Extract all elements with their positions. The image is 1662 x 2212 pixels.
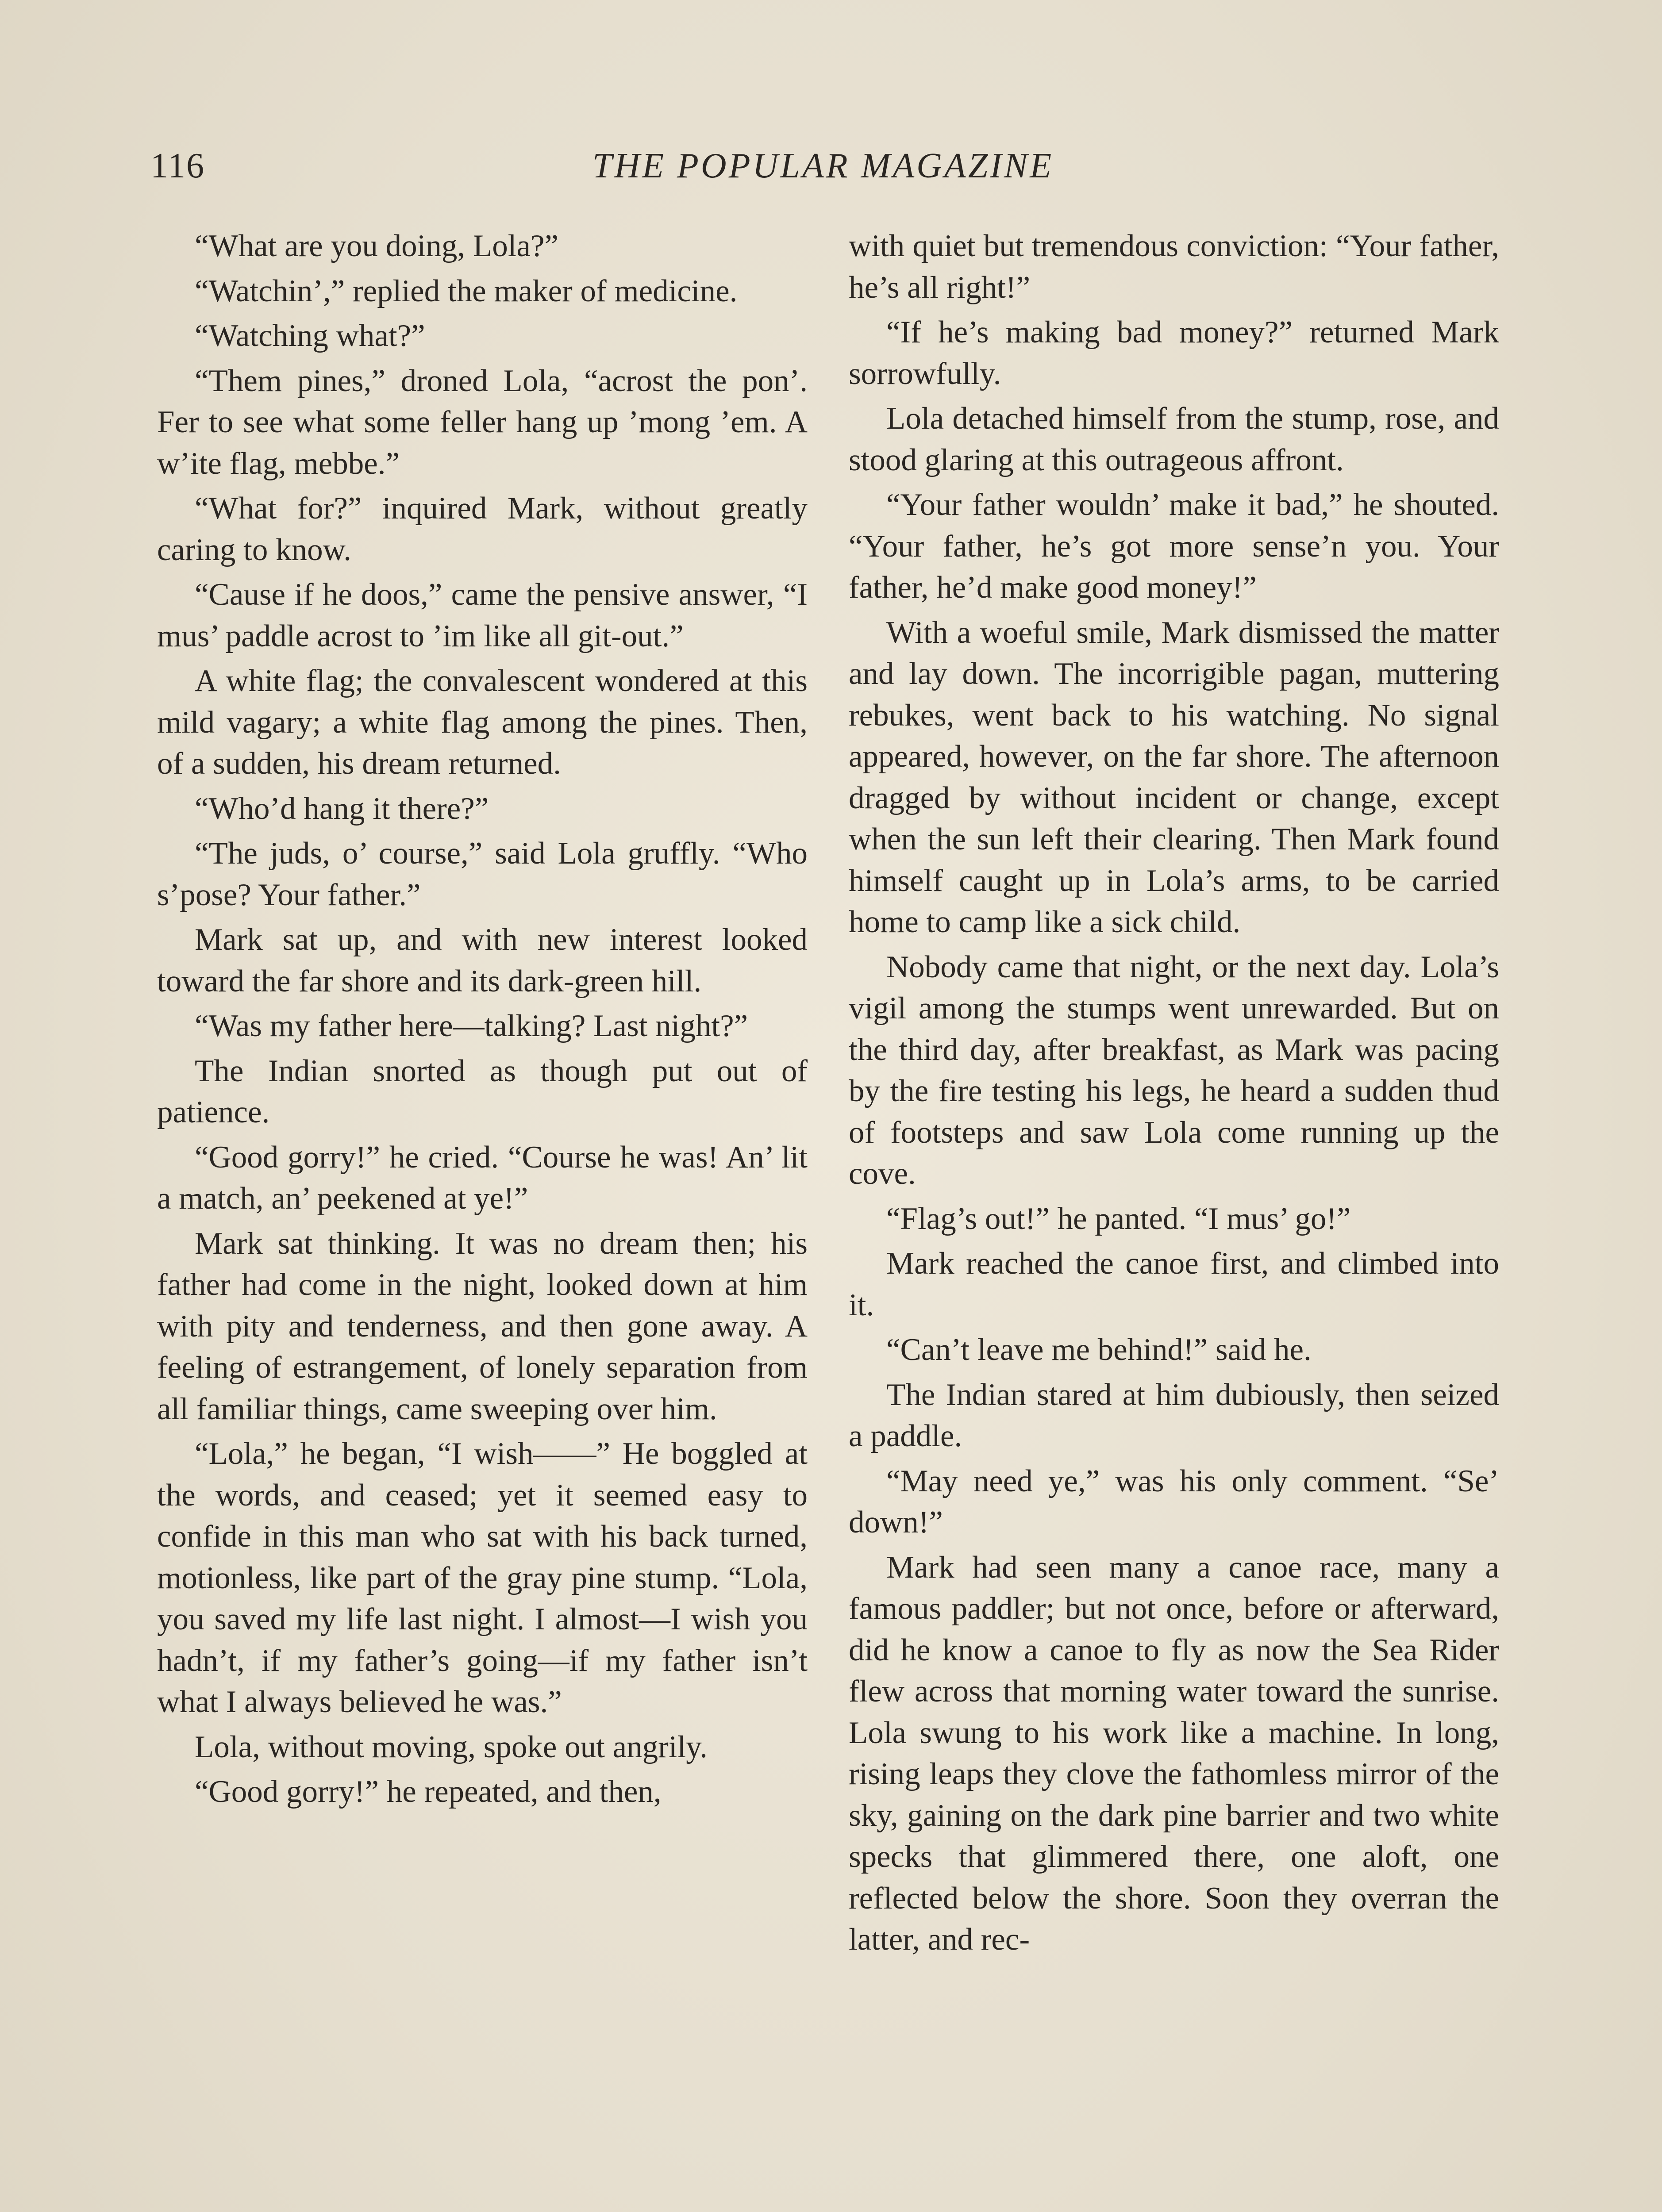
paragraph: Lola detached himself from the stump, rose, and stood glaring at this outrageous affront.	[849, 401, 1499, 477]
paragraph: Mark reached the canoe first, and climbed into it.	[849, 1246, 1499, 1322]
paragraph: “Flag’s out!” he panted. “I mus’ go!”	[886, 1201, 1351, 1236]
paragraph: “Lola,” he began, “I wish——” He boggled at the words, and ceased; yet it seemed easy to confide in this man who sat with his back turned, motionless, like part of the gray pine stump. “Lola, you saved my life last night. I almost—I wish you hadn’t, if my father’s going—if my father isn’t what I always believed he was.”	[157, 1436, 808, 1719]
left-column	[157, 226, 808, 1816]
paragraph: “What for?” inquired Mark, without greatly caring to know.	[157, 491, 808, 567]
paragraph: “Watching what?”	[195, 319, 425, 353]
paragraph: “Who’d hang it there?”	[195, 791, 489, 826]
running-title: THE POPULAR MAGAZINE	[592, 146, 1054, 185]
paragraph: “The juds, o’ course,” said Lola gruffly. “Who s’pose? Your father.”	[157, 836, 808, 912]
paragraph: “Cause if he doos,” came the pensive answer, “I mus’ paddle acrost to ’im like all git-out.”	[157, 577, 808, 653]
paragraph: Mark had seen many a canoe race, many a famous paddler; but not once, before or afterward, did he know a canoe to fly as now the Sea Rider flew across that morning water toward the sunrise. Lola swung to his work like a machine. In long, rising leaps they clove the fathomless mirror of the sky, gaining on the dark pine barrier and two white specks that glimmered there, one aloft, one reflected below the shore. Soon they overran the latter, and rec-	[849, 1550, 1499, 1957]
paragraph-continued: with quiet but tremendous conviction: “Your father, he’s all right!”	[849, 229, 1499, 305]
paragraph: “Good gorry!” he repeated, and then,	[195, 1774, 662, 1809]
paragraph: “Watchin’,” replied the maker of medicine.	[195, 273, 738, 308]
paragraph: The Indian stared at him dubiously, then seized a paddle.	[849, 1377, 1499, 1453]
paragraph: A white flag; the convalescent wondered at this mild vagary; a white flag among the pines. Then, of a sudden, his dream returned.	[157, 664, 808, 781]
paragraph: “Your father wouldn’ make it bad,” he shouted. “Your father, he’s got more sense’n you. Your father, he’d make good money!”	[849, 488, 1499, 605]
paragraph: “Good gorry!” he cried. “Course he was! An’ lit a match, an’ peekened at ye!”	[157, 1140, 808, 1216]
paragraph: The Indian snorted as though put out of patience.	[157, 1053, 808, 1129]
paragraph: “If he’s making bad money?” returned Mark sorrowfully.	[849, 315, 1499, 391]
paragraph: “May need ye,” was his only comment. “Se’ down!”	[849, 1463, 1499, 1540]
paragraph: “What are you doing, Lola?”	[195, 229, 559, 263]
page-number: 116	[150, 146, 205, 185]
paragraph: Lola, without moving, spoke out angrily.	[195, 1729, 708, 1764]
paragraph: “Can’t leave me behind!” said he.	[886, 1333, 1312, 1367]
paragraph: Mark sat thinking. It was no dream then; his father had come in the night, looked down at him with pity and tenderness, and then gone away. A feeling of estrangement, of lonely separation from all familiar things, came sweeping over him.	[157, 1226, 808, 1426]
paragraph: “Them pines,” droned Lola, “acrost the pon’. Fer to see what some feller hang up ’mong ’em. A w’ite flag, mebbe.”	[157, 363, 808, 481]
right-column	[849, 226, 1499, 1964]
page-header	[150, 146, 1496, 199]
paragraph: With a woeful smile, Mark dismissed the matter and lay down. The incorrigible pagan, muttering rebukes, went back to his watching. No signal appeared, however, on the far shore. The afternoon dragged by without incident or change, except when the sun left their clearing. Then Mark found himself caught up in Lola’s arms, to be carried home to camp like a sick child.	[849, 615, 1499, 939]
paragraph: Nobody came that night, or the next day. Lola’s vigil among the stumps went unrewarded. But on the third day, after breakfast, as Mark was pacing by the fire testing his legs, he heard a sudden thud of footsteps and saw Lola come running up the cove.	[849, 949, 1499, 1191]
paragraph: “Was my father here—talking? Last night?”	[195, 1009, 748, 1043]
paragraph: Mark sat up, and with new interest looked toward the far shore and its dark-green hill.	[157, 922, 808, 998]
